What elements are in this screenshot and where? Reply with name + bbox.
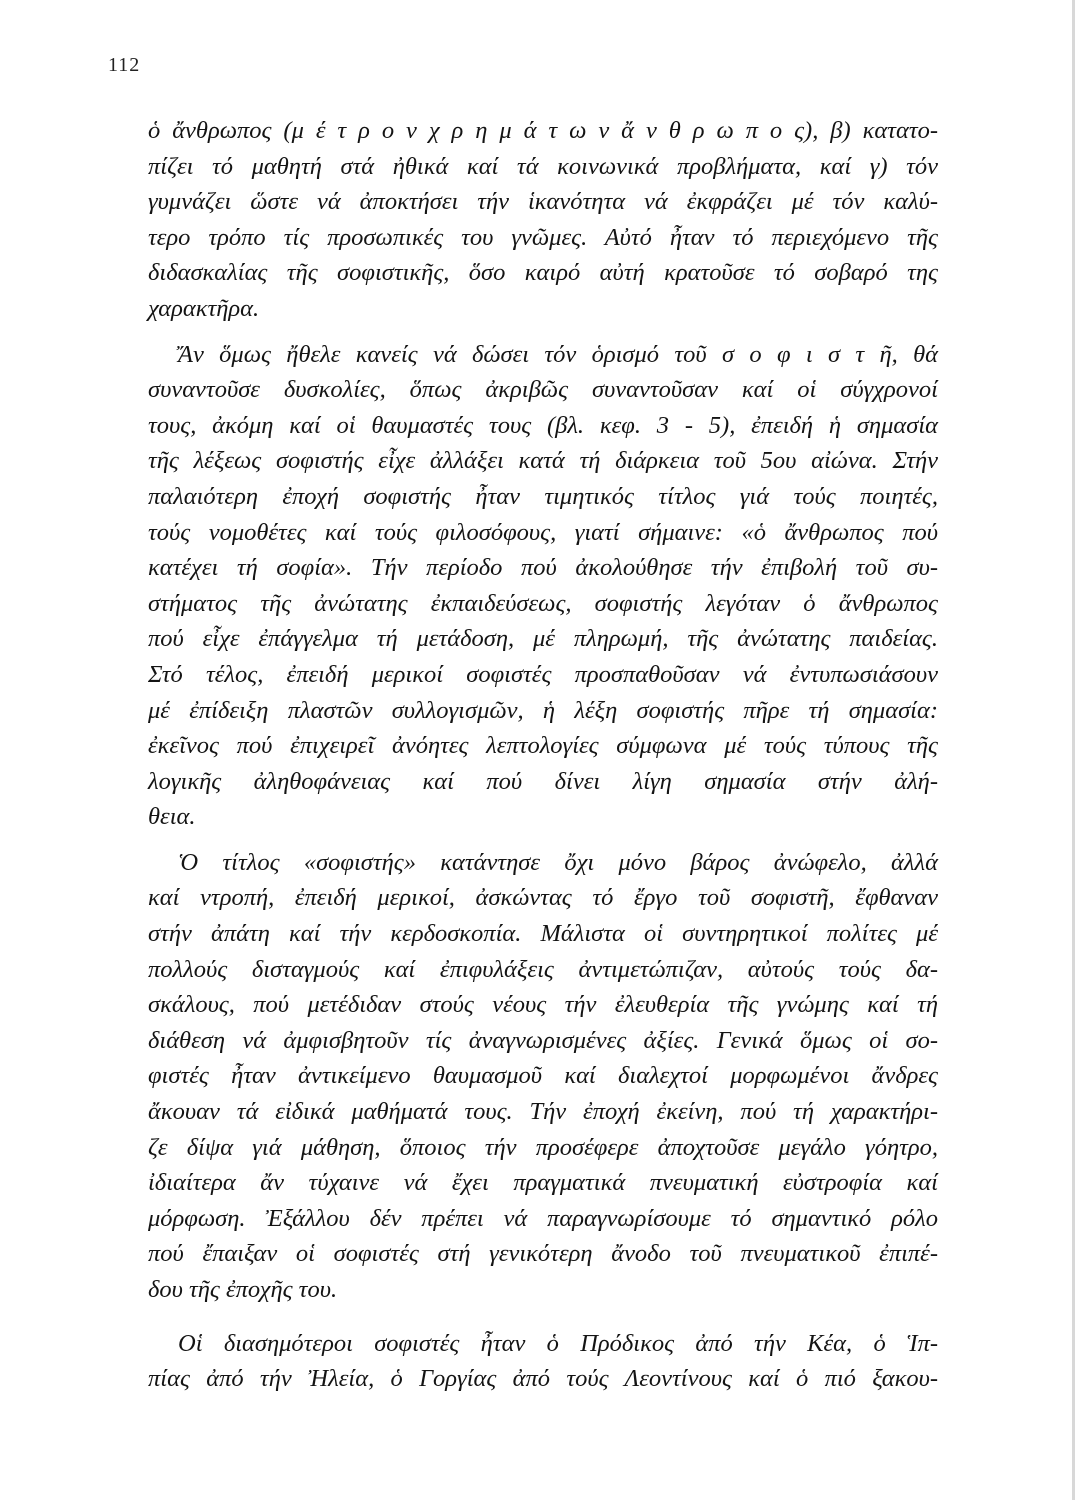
text-line: ἄκουαν τά εἰδικά μαθήματά τους. Τήν ἐποχή ἐκείνη, πού τή χαρακτήρι- (148, 1098, 938, 1126)
text-line: Ἄν ὅμως ἤθελε κανείς νά δώσει τόν ὁρισμό τοῦ σ ο φ ι σ τ ῆ, θά (178, 340, 938, 368)
text-line: διάθεση νά ἀμφισβητοῦν τίς ἀναγνωρισμένες ἀξίες. Γενικά ὅμως οἱ σο- (148, 1026, 938, 1054)
text-line: τούς νομοθέτες καί τούς φιλοσόφους, γιατί σήμαινε: «ὁ ἄνθρωπος πού (148, 518, 938, 546)
body-text (148, 113, 938, 1397)
text-line: σκάλους, πού μετέδιδαν στούς νέους τήν ἐλευθερία τῆς γνώμης καί τή (148, 991, 938, 1019)
text-line: φιστές ἦταν ἀντικείμενο θαυμασμοῦ καί διαλεχτοί μορφωμένοι ἄνδρες (148, 1062, 938, 1090)
text-line: τῆς λέξεως σοφιστής εἶχε ἀλλάξει κατά τή διάρκεια τοῦ 5ου αἰώνα. Στήν (148, 447, 938, 475)
text-line: θεια. (148, 803, 196, 831)
text-line: πολλούς δισταγμούς καί ἐπιφυλάξεις ἀντιμετώπιζαν, αὐτούς τούς δα- (148, 955, 938, 983)
text-line: κατέχει τή σοφία». Τήν περίοδο πού ἀκολούθησε τήν ἐπιβολή τοῦ συ- (148, 554, 938, 582)
text-line: Οἱ διασημότεροι σοφιστές ἦταν ὁ Πρόδικος ἀπό τήν Κέα, ὁ Ἱπ- (178, 1329, 938, 1357)
text-line: γυμνάζει ὥστε νά ἀποκτήσει τήν ἱκανότητα νά ἐκφράζει μέ τόν καλύ- (148, 188, 938, 216)
text-line: συναντοῦσε δυσκολίες, ὅπως ἀκριβῶς συναντοῦσαν καί οἱ σύγχρονοί (148, 376, 938, 404)
text-line: καί ντροπή, ἐπειδή μερικοί, ἀσκώντας τό ἔργο τοῦ σοφιστῆ, ἔφθαναν (148, 884, 938, 912)
text-line: δου τῆς ἐποχῆς του. (148, 1276, 338, 1303)
text-line: τους, ἀκόμη καί οἱ θαυμαστές τους (βλ. κεφ. 3 - 5), ἐπειδή ἡ σημασία (148, 411, 938, 439)
text-line: μέ ἐπίδειξη πλαστῶν συλλογισμῶν, ἡ λέξη σοφιστής πῆρε τή σημασία: (148, 696, 938, 724)
text-line: τερο τρόπο τίς προσωπικές του γνῶμες. Αὐτό ἦταν τό περιεχόμενο τῆς (148, 223, 938, 251)
text-line: πού ἔπαιξαν οἱ σοφιστές στή γενικότερη ἄνοδο τοῦ πνευματικοῦ ἐπιπέ- (148, 1240, 938, 1268)
paragraph-2 (148, 337, 938, 835)
text-line: πίας ἀπό τήν Ἠλεία, ὁ Γοργίας ἀπό τούς Λεοντίνους καί ὁ πιό ξακου- (148, 1365, 938, 1393)
text-line: Στό τέλος, ἐπειδή μερικοί σοφιστές προσπαθοῦσαν νά ἐντυπωσιάσουν (148, 660, 938, 688)
text-line: στήματος τῆς ἀνώτατης ἐκπαιδεύσεως, σοφιστής λεγόταν ὁ ἄνθρωπος (148, 589, 938, 617)
paragraph-4 (148, 1326, 938, 1397)
text-line: ἐκεῖνος πού ἐπιχειρεῖ ἀνόητες λεπτολογίες σύμφωνα μέ τούς τύπους τῆς (148, 732, 938, 760)
text-line: ζε δίψα γιά μάθηση, ὅποιος τήν προσέφερε ἀποχτοῦσε μεγάλο γόητρο, (148, 1133, 938, 1161)
text-line: ὁ ἄνθρωπος (μ έ τ ρ ο ν χ ρ η μ ά τ ω ν ἄ ν θ ρ ω π ο ς), β) κατατο- (148, 117, 938, 144)
text-line: μόρφωση. Ἐξάλλου δέν πρέπει νά παραγνωρίσουμε τό σημαντικό ρόλο (148, 1204, 938, 1232)
text-line: παλαιότερη ἐποχή σοφιστής ἦταν τιμητικός τίτλος γιά τούς ποιητές, (148, 482, 938, 510)
text-line: πού εἶχε ἐπάγγελμα τή μετάδοση, μέ πληρωμή, τῆς ἀνώτατης παιδείας. (148, 625, 938, 653)
text-line: Ὁ τίτλος «σοφιστής» κατάντησε ὄχι μόνο βάρος ἀνώφελο, ἀλλά (178, 848, 938, 876)
text-line: χαρακτῆρα. (148, 294, 260, 322)
page-number: 112 (108, 54, 141, 76)
paragraph-3 (148, 845, 938, 1308)
paragraph-1 (148, 113, 938, 327)
text-line: διδασκαλίας τῆς σοφιστικῆς, ὅσο καιρό αὐτή κρατοῦσε τό σοβαρό της (148, 259, 938, 287)
text-line: στήν ἀπάτη καί τήν κερδοσκοπία. Μάλιστα οἱ συντηρητικοί πολίτες μέ (148, 920, 938, 948)
text-line: λογικῆς ἀληθοφάνειας καί πού δίνει λίγη σημασία στήν ἀλή- (148, 767, 938, 795)
text-line: ἰδιαίτερα ἄν τύχαινε νά ἔχει πραγματικά πνευματική εὐστροφία καί (148, 1169, 938, 1197)
text-line: πίζει τό μαθητή στά ἠθικά καί τά κοινωνικά προβλήματα, καί γ) τόν (148, 152, 938, 180)
